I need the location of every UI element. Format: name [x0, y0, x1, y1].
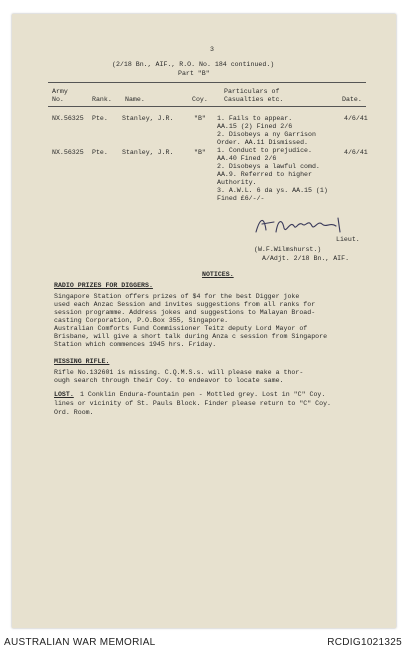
particulars-line: 2. Disobeys a lawful comd.	[217, 163, 320, 170]
col-particulars-2: Casualties etc.	[224, 96, 284, 103]
archive-credit: AUSTRALIAN WAR MEMORIAL	[4, 637, 156, 648]
notice-line: Station which commences 1945 hrs. Friday.	[54, 341, 217, 348]
army-no: NX.56325	[52, 149, 84, 156]
col-army-no: Army	[52, 88, 68, 95]
col-particulars: Particulars of	[224, 88, 280, 95]
particulars-line: 3. A.W.L. 6 da ys. AA.15 (1)	[217, 187, 328, 194]
particulars-line: Authority.	[217, 179, 257, 186]
particulars-line: 1. Fails to appear.	[217, 115, 293, 122]
company: "B"	[194, 149, 206, 156]
notice-line: Ord. Room.	[54, 409, 94, 416]
company: "B"	[194, 115, 206, 122]
particulars-line: AA.15 (2) Fined 2/6	[217, 123, 293, 130]
soldier-name: Stanley, J.R.	[122, 115, 174, 122]
particulars-line: AA.9. Referred to higher	[217, 171, 312, 178]
particulars-line: AA.40 Fined 2/6	[217, 155, 277, 162]
particulars-line: 1. Conduct to prejudice.	[217, 147, 312, 154]
handwritten-signature	[252, 212, 348, 238]
page-number: 3	[210, 46, 214, 53]
col-date: Date.	[342, 96, 362, 103]
missing-rifle-heading: MISSING RIFLE.	[54, 358, 110, 365]
date: 4/6/41	[344, 149, 368, 156]
notice-line: Australian Comforts Fund Commissioner Teitz deputy Lord Mayor of	[54, 325, 308, 332]
notice-line: session programme. Address jokes and suggestions to Malayan Broad-	[54, 309, 316, 316]
notices-heading: NOTICES.	[202, 271, 234, 278]
part-label: Part "B"	[178, 70, 210, 77]
particulars-line: 2. Disobeys a ny Garrison	[217, 131, 316, 138]
particulars-line: Fined £6/-/-	[217, 195, 265, 202]
army-no: NX.56325	[52, 115, 84, 122]
col-name: Name.	[125, 96, 145, 103]
rank: Pte.	[92, 149, 108, 156]
date: 4/6/41	[344, 115, 368, 122]
notice-line: Singapore Station offers prizes of $4 for the best Digger joke	[54, 293, 300, 300]
soldier-name: Stanley, J.R.	[122, 149, 174, 156]
signatory-title: Lieut.	[336, 236, 360, 243]
notice-line: ough search through their Coy. to endeavor to locate same.	[54, 377, 284, 384]
archive-reference: RCDIG1021325	[327, 637, 402, 648]
col-rank: Rank.	[92, 96, 112, 103]
order-line: (2/18 Bn., AIF., R.O. No. 184 continued.)	[112, 61, 275, 68]
notice-line: Rifle No.132601 is missing. C.Q.M.S.s. will please make a thor-	[54, 369, 304, 376]
rank: Pte.	[92, 115, 108, 122]
notice-line: Brisbane, will give a short talk during Anza c session from Singapore	[54, 333, 328, 340]
notice-line: 1 Conklin Endura-fountain pen - Mottled grey. Lost in "C" Coy.	[80, 391, 326, 398]
lost-heading: LOST.	[54, 391, 74, 398]
notice-line: casting Corporation, P.O.Box 355, Singapore.	[54, 317, 229, 324]
radio-prizes-heading: RADIO PRIZES FOR DIGGERS.	[54, 282, 153, 289]
table-header-rule	[48, 106, 366, 107]
col-coy: Coy.	[192, 96, 208, 103]
col-army-no-2: No.	[52, 96, 64, 103]
notice-line: lines or vicinity of St. Pauls Block. Finder please return to "C" Coy.	[54, 400, 331, 407]
table-top-rule	[48, 82, 366, 83]
signatory-role: A/Adjt. 2/18 Bn., AIF.	[262, 255, 350, 262]
signatory-name: (W.F.Wilmshurst.)	[254, 246, 322, 253]
notice-line: used each Anzac Session and invites suggestions from all ranks for	[54, 301, 316, 308]
particulars-line: Order. AA.11 Dismissed.	[217, 139, 309, 146]
